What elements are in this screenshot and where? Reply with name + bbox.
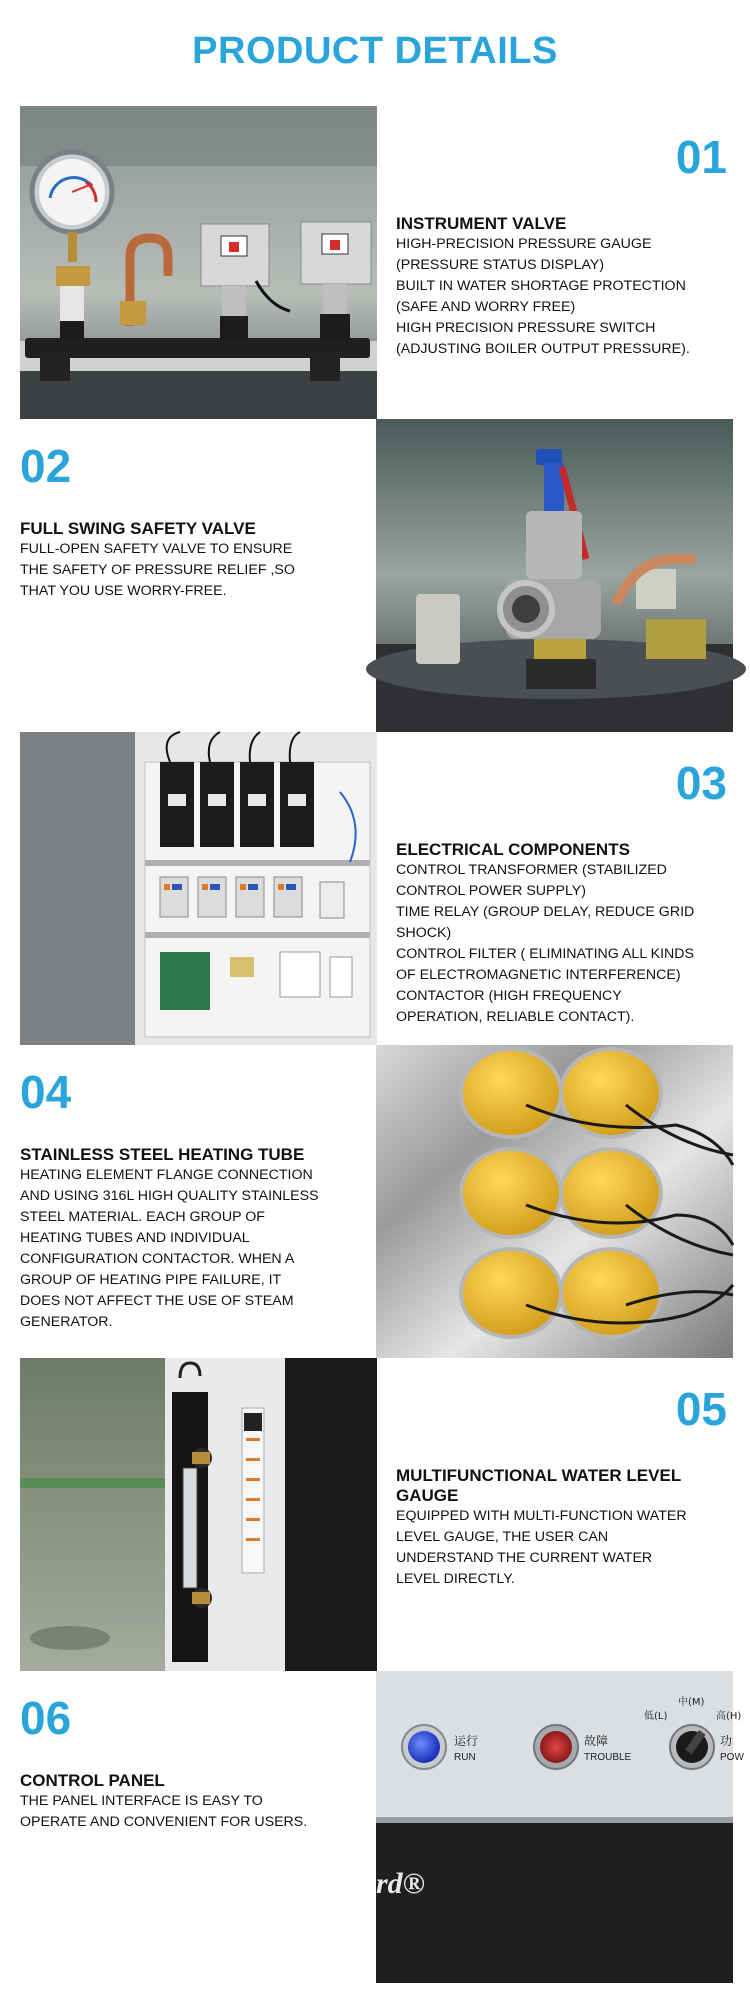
section-text bbox=[20, 1671, 376, 1984]
instrument-valve-photo bbox=[20, 106, 377, 419]
section-description: HEATING ELEMENT FLANGE CONNECTION AND USING 316L HIGH QUALITY STAINLESS STEEL MATERIAL. EACH GROUP OF HEATING TUBES AND INDIVIDUAL CONFIGURATION CONTACTOR. WHEN A GROUP OF HEATING PIPE FAILURE, IT DOES NOT AFFECT THE USE OF STEAM GENERATOR. bbox=[20, 1167, 319, 1330]
section-title: STAINLESS STEEL HEATING TUBE bbox=[20, 1145, 305, 1164]
section-number: 05 bbox=[675, 1383, 727, 1435]
section-number: 06 bbox=[20, 1692, 72, 1744]
section-instrument-valve bbox=[20, 106, 733, 419]
section-text bbox=[377, 106, 733, 419]
heating-tube-photo bbox=[376, 1045, 733, 1358]
run-label-en: RUN bbox=[454, 1752, 476, 1763]
section-safety-valve bbox=[20, 419, 733, 732]
electrical-cabinet-photo bbox=[20, 732, 377, 1045]
section-description: THE PANEL INTERFACE IS EASY TO OPERATE AND CONVENIENT FOR USERS. bbox=[20, 1793, 308, 1830]
page-title: PRODUCT DETAILS bbox=[192, 30, 558, 72]
power-label-en: POW bbox=[720, 1752, 744, 1763]
section-water-level-gauge bbox=[20, 1358, 733, 1671]
section-text bbox=[20, 1045, 376, 1358]
section-number: 03 bbox=[675, 757, 727, 809]
section-heating-tube bbox=[20, 1045, 733, 1358]
run-label-cn: 运行 bbox=[454, 1734, 479, 1748]
section-title: MULTIFUNCTIONAL WATER LEVEL GAUGE bbox=[396, 1466, 682, 1505]
section-description: FULL-OPEN SAFETY VALVE TO ENSURE THE SAFETY OF PRESSURE RELIEF ,SO THAT YOU USE WORRY-FREE. bbox=[20, 541, 295, 599]
mid-label: 中(M) bbox=[678, 1697, 705, 1708]
water-level-gauge-photo bbox=[20, 1358, 377, 1671]
brand-logo-text: rd® bbox=[376, 1867, 426, 1900]
section-number: 02 bbox=[20, 440, 72, 492]
trouble-label-en: TROUBLE bbox=[584, 1752, 632, 1763]
low-label: 低(L) bbox=[644, 1711, 668, 1722]
section-number: 01 bbox=[675, 131, 727, 183]
trouble-label-cn: 故障 bbox=[584, 1734, 609, 1748]
control-panel-photo bbox=[376, 1671, 744, 1983]
section-title: INSTRUMENT VALVE bbox=[396, 214, 567, 233]
safety-valve-photo bbox=[376, 419, 733, 732]
power-label-cn: 功 bbox=[720, 1734, 733, 1748]
section-title: FULL SWING SAFETY VALVE bbox=[20, 519, 256, 538]
section-description: EQUIPPED WITH MULTI-FUNCTION WATER LEVEL GAUGE, THE USER CAN UNDERSTAND THE CURRENT WATER LEVEL DIRECTLY. bbox=[396, 1508, 687, 1587]
high-label: 高(H) bbox=[716, 1711, 742, 1722]
section-text bbox=[20, 419, 376, 732]
section-text bbox=[377, 1358, 733, 1671]
section-description: CONTROL TRANSFORMER (STABILIZED CONTROL POWER SUPPLY) TIME RELAY (GROUP DELAY, REDUCE GRID SHOCK) CONTROL FILTER ( ELIMINATING ALL KINDS OF ELECTROMAGNETIC INTERFERENCE) CONTACTOR (HIGH FREQUENCY OPERATION, RELIABLE CONTACT). bbox=[396, 862, 695, 1025]
section-control-panel bbox=[20, 1671, 744, 1983]
section-text bbox=[377, 732, 733, 1045]
section-description: HIGH-PRECISION PRESSURE GAUGE (PRESSURE STATUS DISPLAY) BUILT IN WATER SHORTAGE PROTECTION (SAFE AND WORRY FREE) HIGH PRECISION PRESSURE SWITCH (ADJUSTING BOILER OUTPUT PRESSURE). bbox=[396, 236, 690, 357]
section-title: CONTROL PANEL bbox=[20, 1771, 165, 1790]
section-number: 04 bbox=[20, 1066, 72, 1118]
section-title: ELECTRICAL COMPONENTS bbox=[396, 840, 630, 859]
section-electrical-components bbox=[20, 732, 733, 1045]
